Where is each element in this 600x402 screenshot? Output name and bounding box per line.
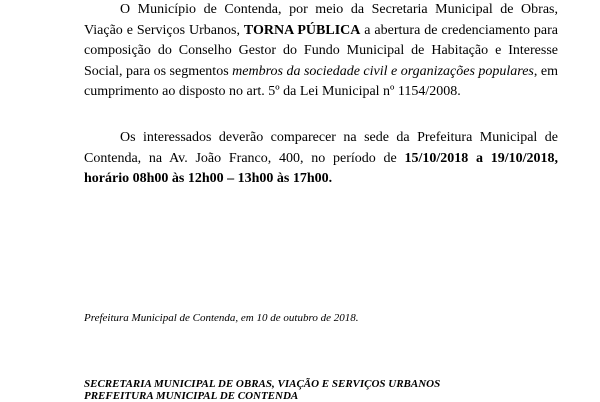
announcement-text-end: , em cumprimento ao disposto no art. 5º da Lei Municipal nº 1154/2008. — [84, 63, 558, 99]
announcement-bold-phrase: TORNA PÚBLICA — [243, 22, 361, 38]
instructions-text: Os interessados deverão comparecer na sede da Prefeitura Municipal de Contenda, na Av. João Franco, 400, no período de — [84, 130, 558, 166]
announcement-italic-segment: membros da sociedade civil e organizações populares — [232, 63, 534, 79]
announcement-text-middle: a abertura de credenciamento para composição do Conselho Gestor do Fundo Municipal de Habitação e Interesse Social, para os segmentos — [84, 22, 558, 79]
signature-block — [84, 378, 440, 402]
announcement-text-start: O Município de Contenda, por meio da Secretaria Municipal de Obras, Viação e Serviços Urbanos, — [84, 2, 558, 38]
signature-line-prefecture: PREFEITURA MUNICIPAL DE CONTENDA — [84, 390, 299, 402]
announcement-paragraph — [84, 0, 558, 103]
instructions-paragraph — [84, 128, 558, 190]
signature-line-secretariat: SECRETARIA MUNICIPAL DE OBRAS, VIAÇÃO E SERVIÇOS URBANOS — [84, 378, 441, 390]
instructions-period-schedule: 15/10/2018 a 19/10/2018, horário 08h00 às 12h00 – 13h00 às 17h00. — [84, 150, 558, 186]
place-and-date: Prefeitura Municipal de Contenda, em 10 de outubro de 2018. — [84, 312, 359, 324]
